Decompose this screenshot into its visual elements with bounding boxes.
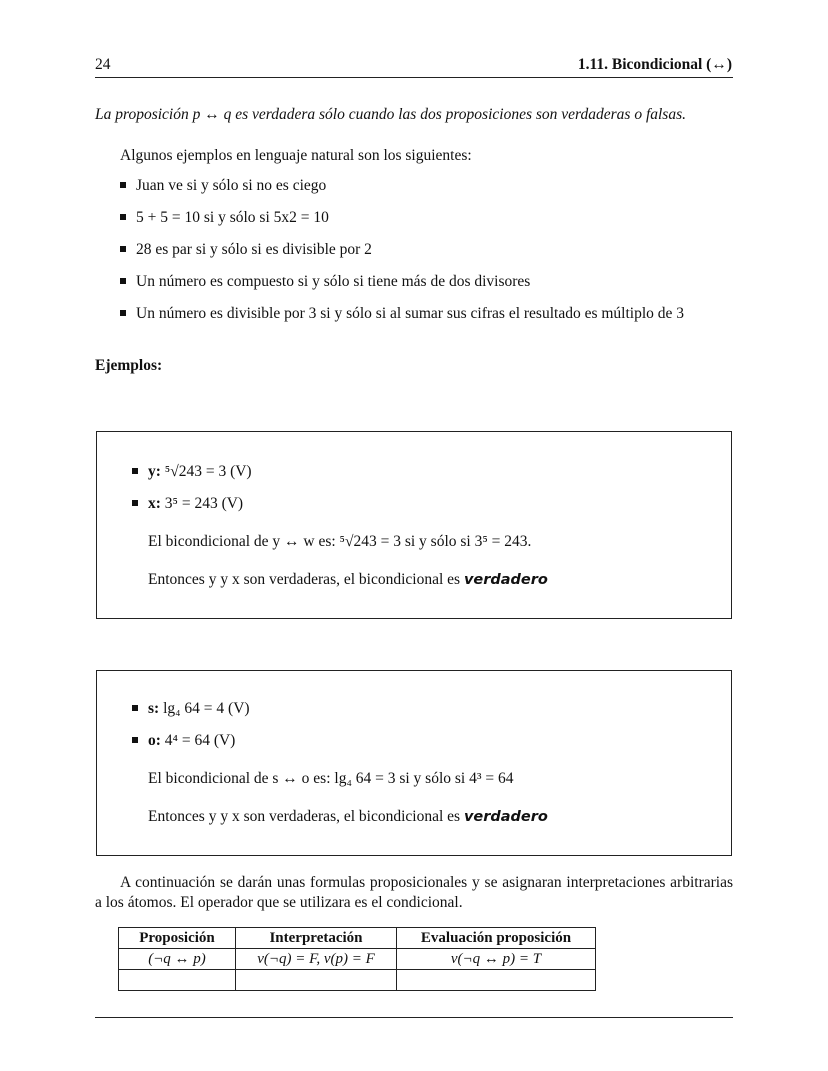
list-item: Un número es divisible por 3 si y sólo si al sumar sus cifras el resultado es múltiplo de 3 <box>120 304 733 323</box>
intro-text: Algunos ejemplos en lenguaje natural son los siguientes: <box>120 147 472 164</box>
header-rule <box>95 77 733 78</box>
list-item: 5 + 5 = 10 si y sólo si 5x2 = 10 <box>120 208 733 227</box>
page-number: 24 <box>95 56 111 73</box>
footer-rule <box>95 1017 733 1018</box>
list-item: y: ⁵√243 = 3 (V) <box>132 462 252 481</box>
table-cell: v(¬q ↔ p) = T <box>397 949 596 970</box>
list-item: Un número es compuesto si y sólo si tiene más de dos divisores <box>120 272 733 291</box>
column-header: Proposición <box>119 928 236 949</box>
table-cell: v(¬q) = F, v(p) = F <box>236 949 397 970</box>
column-header: Evaluación proposición <box>397 928 596 949</box>
natural-examples-list <box>120 176 733 336</box>
section-title: 1.11. Bicondicional (↔) <box>577 56 732 73</box>
bullet-icon <box>120 182 126 188</box>
biconditional-statement: El bicondicional de y ↔ w es: ⁵√243 = 3 si y sólo si 3⁵ = 243. <box>148 533 532 550</box>
list-item: s: lg₄ 64 = 4 (V) <box>132 699 250 718</box>
table-row <box>119 949 596 970</box>
bullet-icon <box>120 246 126 252</box>
bullet-icon <box>120 214 126 220</box>
truth-table <box>118 927 596 991</box>
column-header: Interpretación <box>236 928 397 949</box>
bullet-icon <box>132 705 138 711</box>
definition-text: La proposición p ↔ q es verdadera sólo cuando las dos proposiciones son verdaderas o falsas. <box>95 106 686 123</box>
list-item: Juan ve si y sólo si no es ciego <box>120 176 733 195</box>
examples-heading: Ejemplos: <box>95 357 163 374</box>
bullet-icon <box>120 278 126 284</box>
list-item: o: 4⁴ = 64 (V) <box>132 731 250 750</box>
table-row <box>119 970 596 991</box>
table-cell <box>236 970 397 991</box>
bullet-icon <box>120 310 126 316</box>
biconditional-statement: El bicondicional de s ↔ o es: lg₄ 64 = 3 si y sólo si 4³ = 64 <box>148 770 514 787</box>
conclusion: Entonces y y x son verdaderas, el bicondicional es verdadero <box>148 571 548 588</box>
example-box-1 <box>96 431 732 619</box>
table-cell <box>397 970 596 991</box>
conclusion: Entonces y y x son verdaderas, el bicondicional es verdadero <box>148 808 548 825</box>
table-cell <box>119 970 236 991</box>
bullet-icon <box>132 468 138 474</box>
bullet-icon <box>132 500 138 506</box>
closing-paragraph: A continuación se darán unas formulas proposicionales y se asignaran interpretaciones arbitrarias a los átomos. El operador que se utilizara es el condicional. <box>95 874 733 911</box>
bullet-icon <box>132 737 138 743</box>
table-header-row <box>119 928 596 949</box>
table-cell: (¬q ↔ p) <box>119 949 236 970</box>
list-item: x: 3⁵ = 243 (V) <box>132 494 252 513</box>
list-item: 28 es par si y sólo si es divisible por 2 <box>120 240 733 259</box>
example-box-2 <box>96 670 732 856</box>
